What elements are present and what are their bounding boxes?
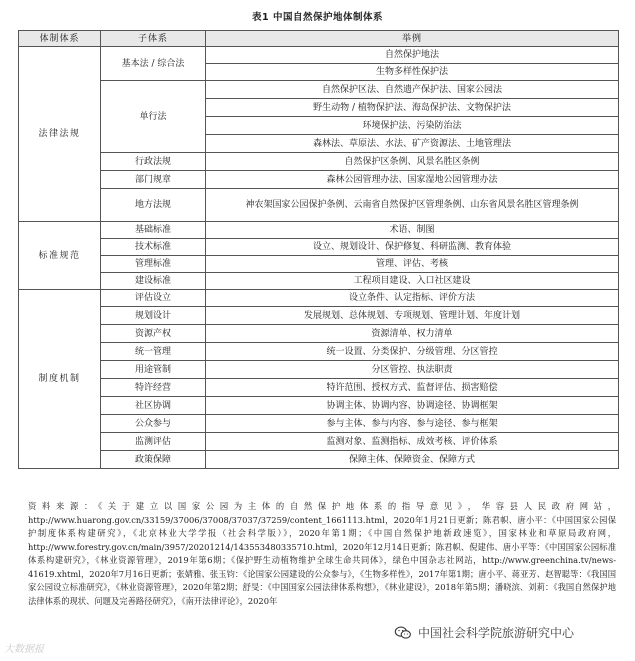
sub-cell: 公众参与 (101, 415, 206, 433)
example-cell: 特许范围、授权方式、监督评估、损害赔偿 (206, 379, 619, 397)
sub-cell: 政策保障 (101, 451, 206, 469)
sub-cell: 技术标准 (101, 239, 206, 256)
group-standard: 标准规范 (19, 222, 101, 290)
table-row (19, 273, 619, 290)
header-examples: 举例 (206, 31, 619, 47)
table-row (19, 325, 619, 343)
example-cell: 神农架国家公园保护条例、云南省自然保护区管理条例、山东省风景名胜区管理条例 (206, 189, 619, 222)
example-cell: 保障主体、保障资金、保障方式 (206, 451, 619, 469)
header-system: 体制体系 (19, 31, 101, 47)
table-row (19, 290, 619, 307)
table-row (19, 415, 619, 433)
example-cell: 管理、评估、考核 (206, 256, 619, 273)
example-cell: 野生动物 / 植物保护法、海岛保护法、文物保护法 (206, 99, 619, 117)
table-row (19, 189, 619, 222)
example-cell: 自然保护区条例、风景名胜区条例 (206, 153, 619, 171)
group-law: 法律法规 (19, 47, 101, 222)
watermark-right (394, 624, 574, 641)
header-subsystem: 子体系 (101, 31, 206, 47)
table-row (19, 433, 619, 451)
table-row (19, 47, 619, 64)
sub-cell: 单行法 (101, 81, 206, 153)
example-cell: 统一设置、分类保护、分级管理、分区管控 (206, 343, 619, 361)
table-row (19, 343, 619, 361)
sub-cell: 基础标准 (101, 222, 206, 239)
table-row (19, 451, 619, 469)
sub-cell: 管理标准 (101, 256, 206, 273)
table-row (19, 81, 619, 99)
header-row (19, 31, 619, 47)
example-cell: 术语、制图 (206, 222, 619, 239)
table-row (19, 239, 619, 256)
example-cell: 协调主体、协调内容、协调途径、协调框架 (206, 397, 619, 415)
sub-cell: 用途管制 (101, 361, 206, 379)
table-row (19, 379, 619, 397)
example-cell: 发展规划、总体规划、专项规划、管理计划、年度计划 (206, 307, 619, 325)
system-table (18, 30, 619, 469)
table-row (19, 397, 619, 415)
watermark-right-text: 中国社会科学院旅游研究中心 (418, 626, 575, 640)
sub-cell: 规划设计 (101, 307, 206, 325)
watermark-left: 大数据报 (4, 644, 44, 655)
table-row (19, 307, 619, 325)
source-note: 资料来源：《关于建立以国家公园为主体的自然保护地体系的指导意见》，华容县人民政府网站，http://www.huarong.gov.cn/33159/37006/37008/37037/37259/content_1661113.html，2020年1月21日更新；陈君帜、唐小平：《中国国家公园保护制度体系构建研究》，《北京林业大学学报（社会科学版）》，2020年第1期；《中国自然保护地新政速览》，国家林业和草原局政府网，http://www.forestry.gov.cn/main/3957/20201214/143553480335710.html，2020年12月14日更新；陈君帜、倪建伟、唐小平等：《中国国家公园标准体系构建研究》，《林业资源管理》，2019年第6期；《保护野生动植物维护全球生命共同体》，绿色中国杂志社网站，http://www.greenchina.tv/news-41619.xhtml，2020年7月16日更新；张婧雅、张玉钧：《论国家公园建设的公众参与》，《生物多样性》，2017年第1期；唐小平、蒋亚芳、赵智聪等：《我国国家公园设立标准研究》，《林业资源管理》，2020年第2期；舒旻：《中国国家公园法律体系构想》，《林业建设》，2018年第5期；潘晓滨、刘莉：《我国自然保护地法律体系的现状、问题及完善路径研究》，《南开法律评论》，2020年 (28, 501, 616, 606)
example-cell: 生物多样性保护法 (206, 64, 619, 81)
sub-cell: 建设标准 (101, 273, 206, 290)
example-cell: 森林公园管理办法、国家湿地公园管理办法 (206, 171, 619, 189)
table-row (19, 153, 619, 171)
example-cell: 环境保护法、污染防治法 (206, 117, 619, 135)
example-cell: 分区管控、执法职责 (206, 361, 619, 379)
example-cell: 资源清单、权力清单 (206, 325, 619, 343)
example-cell: 参与主体、参与内容、参与途径、参与框架 (206, 415, 619, 433)
sub-cell: 基本法 / 综合法 (101, 47, 206, 81)
example-cell: 自然保护地法 (206, 47, 619, 64)
table-title: 表1 中国自然保护地体制体系 (252, 12, 383, 23)
example-cell: 自然保护区法、自然遗产保护法、国家公园法 (206, 81, 619, 99)
example-cell: 监测对象、监测指标、成效考核、评价体系 (206, 433, 619, 451)
example-cell: 设立、规划设计、保护修复、科研监测、教育体验 (206, 239, 619, 256)
sub-cell: 监测评估 (101, 433, 206, 451)
table-row (19, 256, 619, 273)
sub-cell: 行政法规 (101, 153, 206, 171)
sub-cell: 资源产权 (101, 325, 206, 343)
table-row (19, 361, 619, 379)
sub-cell: 社区协调 (101, 397, 206, 415)
example-cell: 设立条件、认定指标、评价方法 (206, 290, 619, 307)
example-cell: 森林法、草原法、水法、矿产资源法、土地管理法 (206, 135, 619, 153)
sub-cell: 部门规章 (101, 171, 206, 189)
table-row (19, 171, 619, 189)
group-system: 制度机制 (19, 290, 101, 469)
sub-cell: 统一管理 (101, 343, 206, 361)
wechat-icon (394, 626, 412, 640)
table-row (19, 222, 619, 239)
sub-cell: 地方法规 (101, 189, 206, 222)
sub-cell: 评估设立 (101, 290, 206, 307)
example-cell: 工程项目建设、入口社区建设 (206, 273, 619, 290)
sub-cell: 特许经营 (101, 379, 206, 397)
